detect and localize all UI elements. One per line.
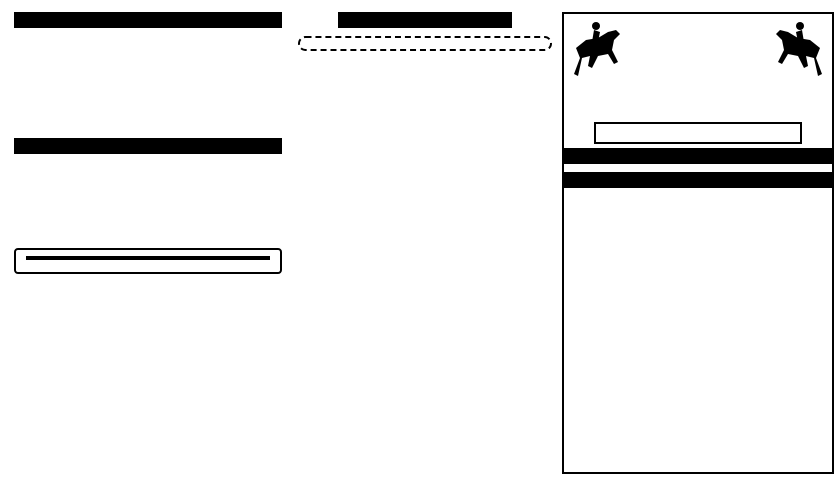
entry-row: [14, 93, 282, 114]
right-column: [562, 12, 834, 474]
middle-column: [298, 12, 552, 474]
race-header: [14, 12, 282, 28]
entry-row: [14, 198, 282, 219]
race-header: [564, 172, 832, 188]
left-column: [14, 12, 282, 474]
entry-row: [14, 51, 282, 72]
entry-row: [14, 177, 282, 198]
race-entries: [14, 156, 282, 240]
race-header: [564, 148, 832, 164]
sponsors-box: [14, 248, 282, 274]
race-entries: [14, 30, 282, 135]
sponsors-title: [26, 256, 270, 260]
horse-rider-icon: [568, 18, 626, 80]
horse-rider-icon: [770, 18, 828, 80]
entry-row: [14, 30, 282, 51]
rules-title: [338, 12, 512, 28]
club-anelo: [594, 122, 802, 144]
jackets-box: [298, 36, 552, 51]
club-logo: [564, 14, 832, 142]
entry-row: [14, 114, 282, 135]
entry-row: [14, 156, 282, 177]
club-panel: [562, 12, 834, 474]
entry-row: [14, 219, 282, 240]
race-header: [14, 138, 282, 154]
entry-row: [14, 72, 282, 93]
